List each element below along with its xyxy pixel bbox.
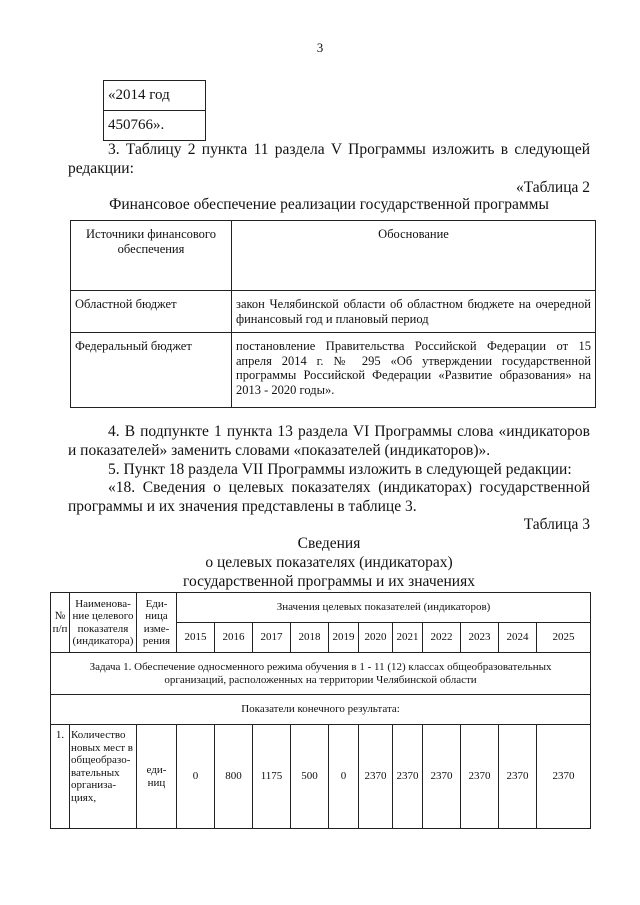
indicators-table [50,592,591,829]
year-header: 2025 [537,623,591,653]
row-value: 1175 [253,725,291,829]
year-header: 2019 [329,623,359,653]
table2-basis: закон Челябинской области об областном бюджете на очередной финансовый год и плановый период [232,291,596,333]
task-line: Задача 1. Обеспечение односменного режима обучения в 1 - 11 (12) классах общеобразовательных [89,661,552,673]
row-unit: еди-ниц [137,725,177,829]
table2-header-source: Источники финансового обеспечения [71,221,232,291]
row-value: 0 [177,725,215,829]
year-header: 2017 [253,623,291,653]
task-line: организаций, расположенных на территории Челябинской области [164,673,477,686]
year-header: 2020 [359,623,393,653]
row-value: 2370 [461,725,499,829]
row-indicator-name: Количество новых мест в общеобразо-вательных организа-циях, [70,725,137,829]
paragraph-3: 3. Таблицу 2 пункта 11 раздела V Программы изложить в следующей редакции: [68,141,590,177]
year-header: 2021 [393,623,423,653]
table2-source: Областной бюджет [71,291,232,333]
results-header: Показатели конечного результата: [51,695,591,725]
table3-label: Таблица 3 [523,516,590,533]
row-value: 800 [215,725,253,829]
header-num: № п/п [51,593,70,653]
year-header: 2015 [177,623,215,653]
quote-cell-2: 450766». [104,111,206,141]
table2-header-basis: Обоснование [232,221,596,291]
table3-title-line: Сведения [297,535,361,552]
year-header: 2016 [215,623,253,653]
row-value: 0 [329,725,359,829]
header-indicator-name: Наименова-ние целевого показателя (индикатора) [70,593,137,653]
row-value: 2370 [393,725,423,829]
row-num: 1. [51,725,70,829]
row-value: 500 [291,725,329,829]
row-value: 2370 [537,725,591,829]
row-value: 2370 [499,725,537,829]
year-header: 2024 [499,623,537,653]
row-value: 2370 [423,725,461,829]
quote-cell-1: «2014 год [104,81,206,111]
page-number: 3 [316,40,324,55]
table2-label: «Таблица 2 [515,179,590,196]
task-row [51,653,591,695]
paragraph-5: 5. Пункт 18 раздела VII Программы изложить в следующей редакции: [108,461,572,478]
paragraph-6: «18. Сведения о целевых показателях (индикаторах) государственной программы и их значения представлены в таблице 3. [68,479,590,515]
table3-title-line: о целевых показателях (индикаторах) [205,554,453,571]
year-header: 2022 [423,623,461,653]
year-header: 2023 [461,623,499,653]
header-values: Значения целевых показателей (индикаторов) [177,593,591,623]
table3-title-line: государственной программы и их значениях [183,573,475,590]
table2-source: Федеральный бюджет [71,333,232,408]
financing-table [70,220,596,408]
header-unit: Еди-ница изме-рения [137,593,177,653]
table2-basis: постановление Правительства Российской Федерации от 15 апреля 2014 г. № 295 «Об утверждении государственной программы Российской Федерации «Развитие образования» на 2013 - 2020 годы». [232,333,596,408]
table2-title: Финансовое обеспечение реализации государственной программы [109,196,549,213]
year-header: 2018 [291,623,329,653]
quote-table [103,80,206,141]
row-value: 2370 [359,725,393,829]
paragraph-4: 4. В подпункте 1 пункта 13 раздела VI Программы слова «индикаторов и показателей» заменить словами «показателей (индикаторов)». [68,423,590,459]
